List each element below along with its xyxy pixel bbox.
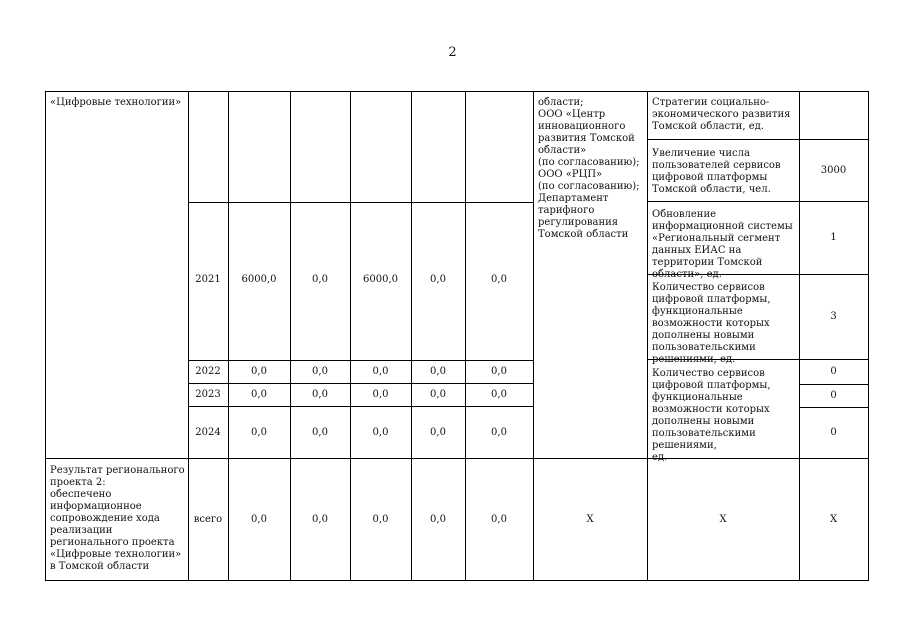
indicator-services-value-2023: 0 bbox=[830, 390, 837, 401]
indicator-services-2021: Количество сервисов цифровой платформы, функциональные возможности которых дополнены новыми пользовательскими решениями, ед. bbox=[652, 282, 771, 365]
row2-value-3: 0,0 bbox=[372, 513, 389, 525]
value-2021-1: 6000,0 bbox=[241, 274, 277, 285]
value-2021-5: 0,0 bbox=[491, 274, 507, 285]
value-2021-2: 0,0 bbox=[312, 274, 328, 285]
value-2024-2: 0,0 bbox=[312, 426, 328, 438]
value-2024-4: 0,0 bbox=[430, 426, 446, 438]
indicator-users-value: 3000 bbox=[820, 164, 847, 176]
value-2021-4: 0,0 bbox=[430, 274, 446, 285]
indicator-strategy-value bbox=[799, 92, 868, 139]
value-2024-3: 0,0 bbox=[372, 426, 389, 438]
value-2023-2: 0,0 bbox=[312, 389, 328, 400]
value-2024-5: 0,0 bbox=[491, 426, 507, 438]
value-2022-4: 0,0 bbox=[430, 366, 446, 377]
indicator-services-later: Количество сервисов цифровой платформы, функциональные возможности которых дополнены новыми пользовательскими решениями, ед. bbox=[652, 368, 771, 463]
row2-value-5: 0,0 bbox=[491, 513, 507, 525]
page-number: 2 bbox=[448, 45, 457, 60]
row2-indicator: Х bbox=[719, 513, 727, 525]
year-2023: 2023 bbox=[195, 389, 221, 400]
row2-value-4: 0,0 bbox=[430, 513, 446, 525]
year-2022: 2022 bbox=[195, 366, 221, 377]
value-2022-5: 0,0 bbox=[491, 366, 507, 377]
indicator-eias: Обновление информационной системы «Региональный сегмент данных ЕИАС на территории Томской области», ед. bbox=[652, 209, 793, 280]
year-2021: 2021 bbox=[195, 274, 221, 285]
value-2022-1: 0,0 bbox=[251, 366, 267, 377]
indicator-users: Увеличение числа пользователей сервисов цифровой платформы Томской области, чел. bbox=[652, 148, 781, 195]
indicator-services-value-2022: 0 bbox=[830, 366, 837, 377]
value-2023-3: 0,0 bbox=[372, 389, 389, 400]
row1-title: «Цифровые технологии» bbox=[50, 97, 182, 108]
row1-executors: области; ООО «Центр инновационного развития Томской области» (по согласованию); ООО «РЦП» (по согласованию); Департамент тарифного регулирования Томской области bbox=[538, 97, 640, 240]
value-2024-1: 0,0 bbox=[251, 426, 267, 438]
year-2024: 2024 bbox=[195, 426, 221, 438]
indicator-services-value-2024: 0 bbox=[830, 427, 837, 438]
row2-value-1: 0,0 bbox=[251, 513, 267, 525]
value-2021-3: 6000,0 bbox=[363, 274, 398, 285]
indicator-services-2021-value: 3 bbox=[830, 311, 837, 322]
row2-title: Результат регионального проекта 2: обеспечено информационное сопровождение хода реализации регионального проекта «Цифровые технологии» в Томской области bbox=[50, 465, 185, 572]
row2-executor: Х bbox=[586, 513, 594, 525]
row2-value-2: 0,0 bbox=[312, 513, 328, 525]
value-2023-4: 0,0 bbox=[430, 389, 446, 400]
value-2023-5: 0,0 bbox=[491, 389, 507, 400]
row2-period: всего bbox=[193, 513, 223, 525]
indicator-strategy: Стратегии социально-экономического развития Томской области, ед. bbox=[652, 97, 791, 132]
value-2023-1: 0,0 bbox=[251, 389, 267, 400]
value-2022-2: 0,0 bbox=[312, 366, 328, 377]
indicator-eias-value: 1 bbox=[830, 232, 837, 243]
value-2022-3: 0,0 bbox=[372, 366, 389, 377]
row2-indicator-value: Х bbox=[829, 513, 838, 525]
